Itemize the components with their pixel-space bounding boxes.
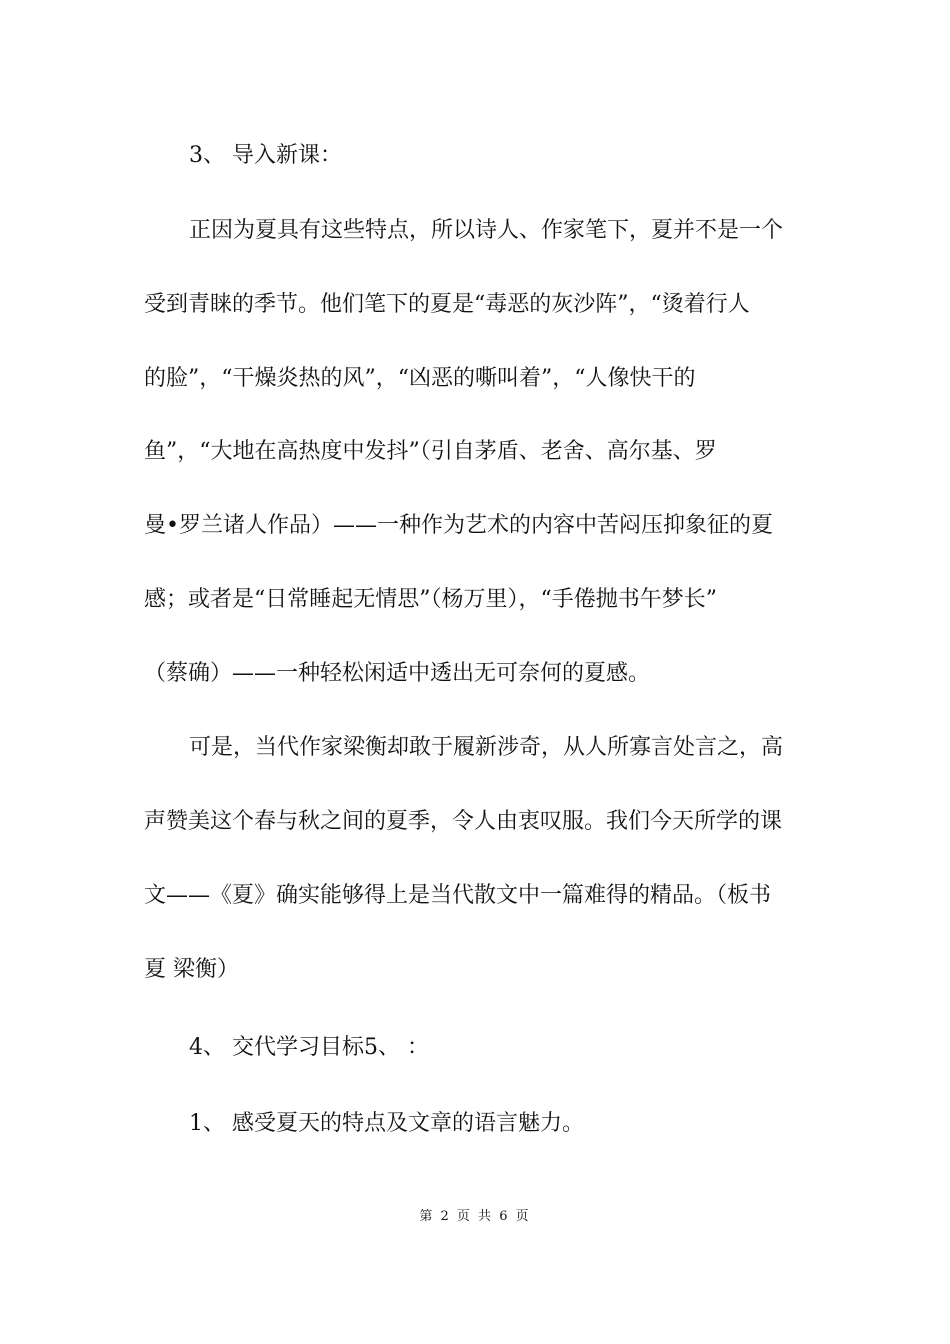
learning-goal-1: 1、 感受夏天的特点及文章的语言魅力。	[189, 1111, 584, 1136]
section-heading-4: 4、 交代学习目标5、 ：	[189, 1035, 429, 1060]
page-number-footer	[0, 1209, 950, 1225]
page-number-text: 第 2 页 共 6 页	[419, 1209, 531, 1224]
section-heading-3: 3、 导入新课：	[189, 143, 342, 168]
paragraph-1-line-4: 鱼”，“大地在高热度中发抖”（引自茅盾、老舍、高尔基、罗	[144, 439, 717, 464]
paragraph-1-line-3: 的脸”，“干燥炎热的风”，“凶恶的嘶叫着”，“人像快干的	[144, 366, 696, 391]
paragraph-2-line-3: 文——《夏》确实能够得上是当代散文中一篇难得的精品。（板书	[144, 883, 772, 908]
paragraph-1-line-6: 感；或者是“日常睡起无情思”（杨万里），“手倦抛书午梦长”	[144, 587, 717, 612]
paragraph-1-line-7: （蔡确）——一种轻松闲适中透出无可奈何的夏感。	[144, 661, 651, 686]
paragraph-2-line-1: 可是，当代作家梁衡却敢于履新涉奇，从人所寡言处言之，高	[189, 735, 784, 760]
paragraph-2-line-2: 声赞美这个春与秋之间的夏季，令人由衷叹服。我们今天所学的课	[144, 809, 783, 834]
paragraph-1-line-5: 曼•罗兰诸人作品）——一种作为艺术的内容中苦闷压抑象征的夏	[144, 513, 773, 538]
paragraph-1-line-1: 正因为夏具有这些特点，所以诗人、作家笔下，夏并不是一个	[189, 218, 784, 243]
paragraph-2-line-4: 夏 梁衡）	[144, 957, 239, 982]
paragraph-1-line-2: 受到青睐的季节。他们笔下的夏是“毒恶的灰沙阵”，“烫着行人	[144, 292, 750, 317]
